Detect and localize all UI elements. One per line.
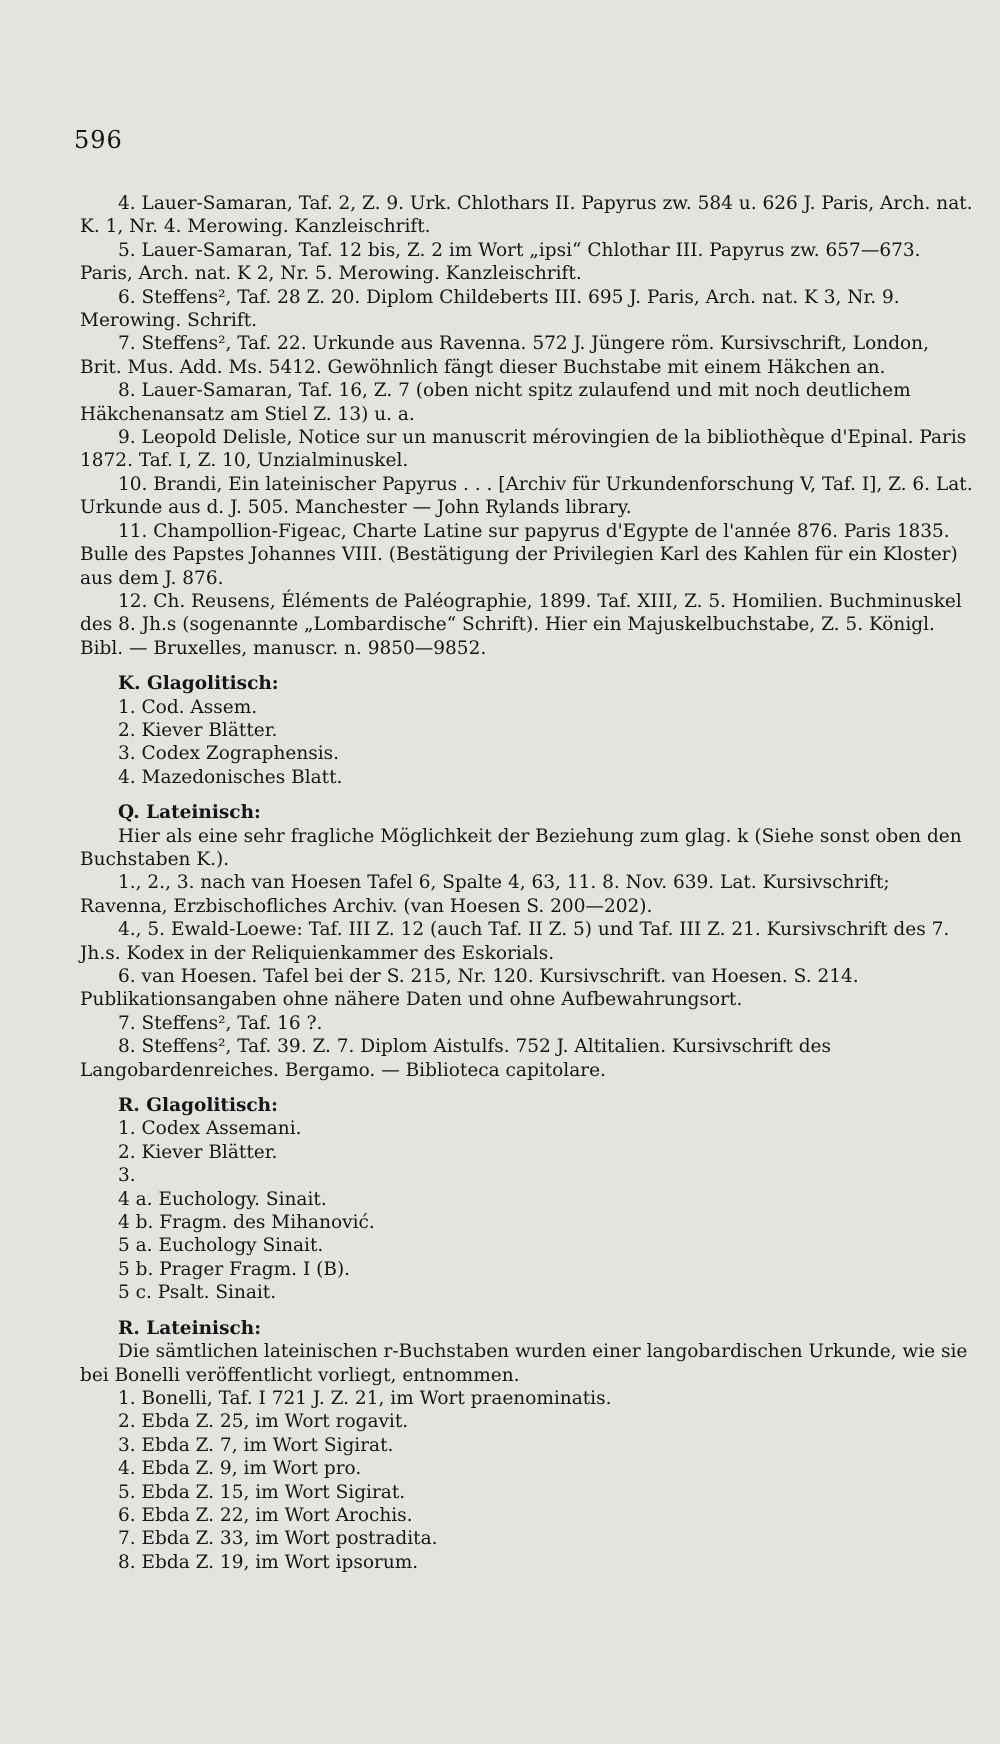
section-heading-r-latin: R. Lateinisch: xyxy=(118,1317,262,1339)
entry-r-2: 2. Kiever Blätter. xyxy=(118,1141,278,1163)
text-column xyxy=(80,192,974,1574)
entry-r-5a: 5 a. Euchology Sinait. xyxy=(118,1235,324,1257)
entry-r-latin-5: 5. Ebda Z. 15, im Wort Sigirat. xyxy=(118,1481,406,1503)
entry-i-10: 10. Brandi, Ein lateinischer Papyrus . . . [Archiv für Urkundenforschung V, Taf. I], Z. 6. Lat. Urkunde aus d. J. 505. Manchester — John Rylands library. xyxy=(80,473,973,519)
section-r-latin xyxy=(80,1317,974,1574)
section-heading-k: K. Glagolitisch: xyxy=(118,673,279,695)
page-number: 596 xyxy=(74,126,123,154)
entry-r-latin-7: 7. Ebda Z. 33, im Wort postradita. xyxy=(118,1528,438,1550)
entry-q-8: 8. Steffens², Taf. 39. Z. 7. Diplom Aistulfs. 752 J. Altitalien. Kursivschrift des Langobardenreiches. Bergamo. — Biblioteca capitolare. xyxy=(80,1036,831,1081)
section-r-glagolitic xyxy=(80,1094,974,1305)
entry-i-11: 11. Champollion-Figeac, Charte Latine sur papyrus d'Egypte de l'année 876. Paris 1835. Bulle des Papstes Johannes VIII. (Bestätigung der Privilegien Karl des Kahlen für ein Kloster) aus dem J. 876. xyxy=(80,520,958,589)
entry-i-5: 5. Lauer-Samaran, Taf. 12 bis, Z. 2 im Wort „ipsi“ Chlothar III. Papyrus zw. 657—673. Paris, Arch. nat. K 2, Nr. 5. Merowing. Kanzleischrift. xyxy=(80,239,921,285)
section-heading-q: Q. Lateinisch: xyxy=(118,802,261,824)
entry-r-5c: 5 c. Psalt. Sinait. xyxy=(118,1282,277,1304)
entry-r-5b: 5 b. Prager Fragm. I (B). xyxy=(118,1258,351,1280)
entry-i-6: 6. Steffens², Taf. 28 Z. 20. Diplom Childeberts III. 695 J. Paris, Arch. nat. K 3, Nr. 9. Merowing. Schrift. xyxy=(80,286,900,332)
entry-r-1: 1. Codex Assemani. xyxy=(118,1118,302,1140)
entry-r-3: 3. xyxy=(118,1165,136,1187)
section-q xyxy=(80,801,974,1082)
entry-r-latin-3: 3. Ebda Z. 7, im Wort Sigirat. xyxy=(118,1434,394,1456)
entry-r-latin-8: 8. Ebda Z. 19, im Wort ipsorum. xyxy=(118,1551,419,1573)
section-k xyxy=(80,672,974,789)
entry-r-latin-6: 6. Ebda Z. 22, im Wort Arochis. xyxy=(118,1504,413,1526)
entry-k-3: 3. Codex Zographensis. xyxy=(118,743,340,765)
entry-q-7: 7. Steffens², Taf. 16 ?. xyxy=(118,1012,323,1034)
entry-i-8: 8. Lauer-Samaran, Taf. 16, Z. 7 (oben nicht spitz zulaufend und mit noch deutlichem Häkchenansatz am Stiel Z. 13) u. a. xyxy=(80,380,911,425)
entry-r-latin-1: 1. Bonelli, Taf. I 721 J. Z. 21, im Wort praenominatis. xyxy=(118,1387,612,1409)
section-heading-r-glagolitic: R. Glagolitisch: xyxy=(118,1095,278,1117)
entry-q-1-3: 1., 2., 3. nach van Hoesen Tafel 6, Spalte 4, 63, 11. 8. Nov. 639. Lat. Kursivschrift; Ravenna, Erzbischofliches Archiv. (van Hoesen S. 200—202). xyxy=(80,872,890,917)
entry-i-12: 12. Ch. Reusens, Éléments de Paléographie, 1899. Taf. XIII, Z. 5. Homilien. Buchminuskel des 8. Jh.s (sogenannte „Lombardische“ Schrift). Hier ein Majuskelbuchstabe, Z. 5. Königl. Bibl. — Bruxelles, manuscr. n. 9850—9852. xyxy=(80,590,962,659)
entry-q-6: 6. van Hoesen. Tafel bei der S. 215, Nr. 120. Kursivschrift. van Hoesen. S. 214. Publikationsangaben ohne nähere Daten und ohne Aufbewahrungsort. xyxy=(80,966,859,1011)
entry-i-4: 4. Lauer-Samaran, Taf. 2, Z. 9. Urk. Chlothars II. Papyrus zw. 584 u. 626 J. Paris, Arch. nat. K. 1, Nr. 4. Merowing. Kanzleischrift. xyxy=(80,193,973,238)
section-i xyxy=(80,192,974,660)
entry-r-4b: 4 b. Fragm. des Mihanović. xyxy=(118,1212,375,1234)
entry-r-latin-intro: Die sämtlichen lateinischen r-Buchstaben wurden einer langobardischen Urkunde, wie sie bei Bonelli veröffentlicht vorliegt, entnommen. xyxy=(80,1341,968,1386)
entry-k-1: 1. Cod. Assem. xyxy=(118,696,258,718)
entry-k-4: 4. Mazedonisches Blatt. xyxy=(118,766,343,788)
entry-q-4-5: 4., 5. Ewald-Loewe: Taf. III Z. 12 (auch Taf. II Z. 5) und Taf. III Z. 21. Kursivschrift des 7. Jh.s. Kodex in der Reliquienkammer des Eskorials. xyxy=(80,919,950,964)
entry-r-4a: 4 a. Euchology. Sinait. xyxy=(118,1188,327,1210)
entry-r-latin-2: 2. Ebda Z. 25, im Wort rogavit. xyxy=(118,1411,409,1433)
entry-q-intro: Hier als eine sehr fragliche Möglichkeit der Beziehung zum glag. k (Siehe sonst oben den Buchstaben K.). xyxy=(80,825,962,870)
entry-k-2: 2. Kiever Blätter. xyxy=(118,719,278,741)
entry-i-7: 7. Steffens², Taf. 22. Urkunde aus Ravenna. 572 J. Jüngere röm. Kursivschrift, London, Brit. Mus. Add. Ms. 5412. Gewöhnlich fängt dieser Buchstabe mit einem Häkchen an. xyxy=(80,333,929,378)
entry-i-9: 9. Leopold Delisle, Notice sur un manuscrit mérovingien de la bibliothèque d'Epinal. Paris 1872. Taf. I, Z. 10, Unzialminuskel. xyxy=(80,427,967,472)
entry-r-latin-4: 4. Ebda Z. 9, im Wort pro. xyxy=(118,1458,362,1480)
